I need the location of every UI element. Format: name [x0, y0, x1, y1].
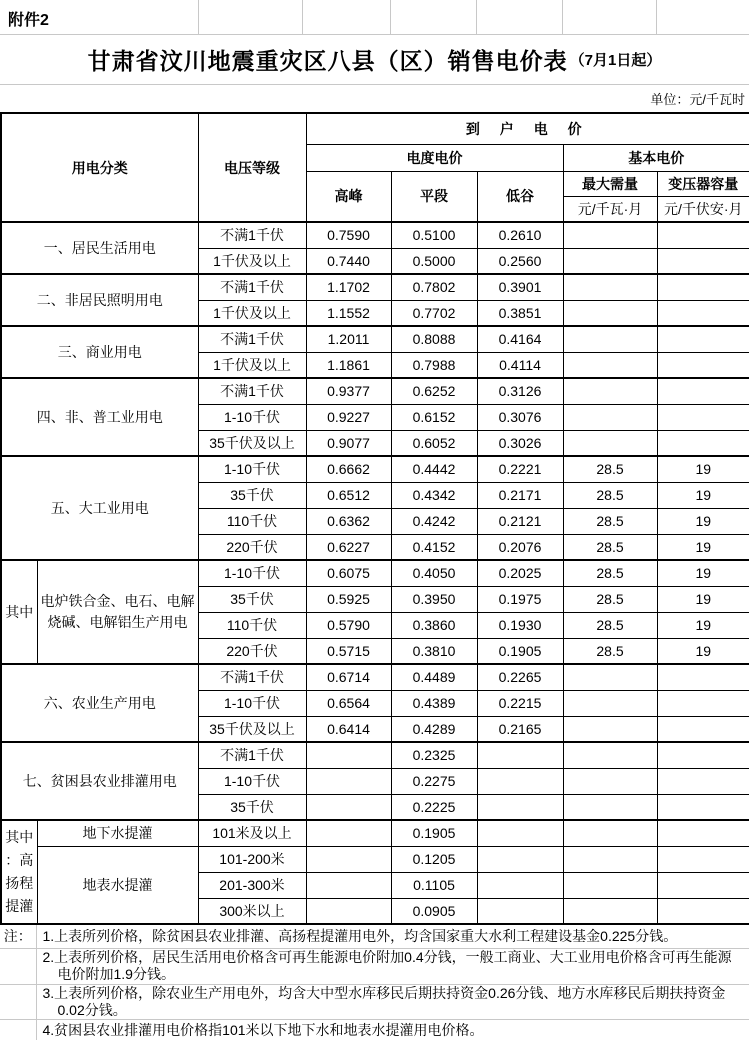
- peak-price-cell: 0.9227: [306, 404, 391, 430]
- capacity-price-cell: [657, 742, 749, 768]
- demand-price-cell: [563, 768, 657, 794]
- voltage-cell: 220千伏: [198, 638, 306, 664]
- peak-price-cell: 1.1702: [306, 274, 391, 300]
- voltage-cell: 101-200米: [198, 846, 306, 872]
- demand-price-cell: [563, 326, 657, 352]
- table-row: [1, 664, 749, 690]
- note-item-3: 3.上表所列价格，除农业生产用电外，均含大中型水库移民后期扶持资金0.26分钱、地方水库移民后期扶持资金0.02分钱。: [36, 984, 749, 1019]
- demand-price-cell: [563, 690, 657, 716]
- flat-price-cell: 0.1205: [391, 846, 477, 872]
- gridline: [656, 0, 657, 35]
- voltage-cell: 35千伏: [198, 482, 306, 508]
- valley-price-cell: 0.1930: [477, 612, 563, 638]
- voltage-cell: 300米以上: [198, 898, 306, 924]
- category-cell: 五、大工业用电: [1, 456, 198, 560]
- demand-price-cell: [563, 820, 657, 846]
- peak-price-cell: 0.6075: [306, 560, 391, 586]
- voltage-cell: 不满1千伏: [198, 222, 306, 248]
- flat-price-cell: 0.3810: [391, 638, 477, 664]
- valley-price-cell: [477, 898, 563, 924]
- flat-price-cell: 0.4442: [391, 456, 477, 482]
- voltage-cell: 1千伏及以上: [198, 352, 306, 378]
- capacity-price-cell: [657, 222, 749, 248]
- flat-price-cell: 0.4342: [391, 482, 477, 508]
- usage-class-header: 用电分类: [1, 113, 198, 222]
- peak-price-cell: 0.5715: [306, 638, 391, 664]
- peak-price-cell: 0.6362: [306, 508, 391, 534]
- category-cell: 二、非居民照明用电: [1, 274, 198, 326]
- demand-price-cell: 28.5: [563, 612, 657, 638]
- valley-price-cell: 0.4164: [477, 326, 563, 352]
- capacity-price-cell: 19: [657, 586, 749, 612]
- demand-price-cell: [563, 430, 657, 456]
- peak-price-cell: [306, 768, 391, 794]
- gridline: [198, 0, 199, 35]
- flat-price-cell: 0.6252: [391, 378, 477, 404]
- capacity-price-cell: [657, 430, 749, 456]
- voltage-cell: 1-10千伏: [198, 404, 306, 430]
- demand-price-cell: [563, 248, 657, 274]
- notes-label: 注：: [0, 925, 36, 948]
- peak-price-cell: 0.7440: [306, 248, 391, 274]
- peak-price-cell: 0.6512: [306, 482, 391, 508]
- peak-price-cell: 0.6564: [306, 690, 391, 716]
- flat-header: 平段: [391, 171, 477, 222]
- note-row: [0, 1019, 749, 1040]
- title-row: [0, 35, 749, 85]
- flat-price-cell: 0.2325: [391, 742, 477, 768]
- capacity-price-cell: [657, 820, 749, 846]
- table-row: [1, 378, 749, 404]
- capacity-price-cell: 19: [657, 456, 749, 482]
- title-effective-date: （7月1日起）: [569, 52, 662, 69]
- energy-price-header: 电度电价: [306, 144, 563, 171]
- flat-price-cell: 0.1905: [391, 820, 477, 846]
- subgroup-cell: 地表水提灌: [37, 846, 198, 924]
- subcategory-prefix-cell: 其中: [1, 560, 37, 664]
- demand-price-cell: [563, 742, 657, 768]
- peak-header: 高峰: [306, 171, 391, 222]
- voltage-cell: 不满1千伏: [198, 274, 306, 300]
- valley-price-cell: 0.2121: [477, 508, 563, 534]
- flat-price-cell: 0.4289: [391, 716, 477, 742]
- to-household-price-header: 到 户 电 价: [306, 113, 749, 144]
- valley-price-cell: 0.3851: [477, 300, 563, 326]
- capacity-price-cell: [657, 352, 749, 378]
- valley-price-cell: [477, 846, 563, 872]
- peak-price-cell: 0.6227: [306, 534, 391, 560]
- category-cell: 四、非、普工业用电: [1, 378, 198, 456]
- unit-row: [0, 85, 749, 112]
- demand-price-cell: 28.5: [563, 560, 657, 586]
- peak-price-cell: 0.9077: [306, 430, 391, 456]
- demand-price-cell: [563, 846, 657, 872]
- capacity-price-cell: [657, 716, 749, 742]
- peak-price-cell: 1.1861: [306, 352, 391, 378]
- capacity-price-cell: 19: [657, 482, 749, 508]
- demand-price-cell: 28.5: [563, 456, 657, 482]
- flat-price-cell: 0.2275: [391, 768, 477, 794]
- capacity-price-cell: [657, 274, 749, 300]
- capacity-price-cell: [657, 768, 749, 794]
- peak-price-cell: [306, 820, 391, 846]
- peak-price-cell: [306, 872, 391, 898]
- peak-price-cell: 0.9377: [306, 378, 391, 404]
- flat-price-cell: 0.5000: [391, 248, 477, 274]
- voltage-cell: 1-10千伏: [198, 456, 306, 482]
- valley-price-cell: 0.2265: [477, 664, 563, 690]
- voltage-cell: 201-300米: [198, 872, 306, 898]
- valley-header: 低谷: [477, 171, 563, 222]
- demand-price-cell: 28.5: [563, 586, 657, 612]
- category-cell: 一、居民生活用电: [1, 222, 198, 274]
- valley-price-cell: 0.2610: [477, 222, 563, 248]
- voltage-cell: 不满1千伏: [198, 664, 306, 690]
- demand-price-cell: 28.5: [563, 534, 657, 560]
- max-demand-header: 最大需量: [563, 171, 657, 196]
- demand-price-cell: [563, 898, 657, 924]
- valley-price-cell: [477, 872, 563, 898]
- transformer-capacity-unit: 元/千伏安·月: [657, 196, 749, 222]
- peak-price-cell: 0.6414: [306, 716, 391, 742]
- demand-price-cell: [563, 716, 657, 742]
- flat-price-cell: 0.3950: [391, 586, 477, 612]
- demand-price-cell: 28.5: [563, 638, 657, 664]
- valley-price-cell: 0.2221: [477, 456, 563, 482]
- gridline: [390, 0, 391, 35]
- capacity-price-cell: [657, 872, 749, 898]
- table-row: [1, 560, 749, 586]
- note-row: [0, 948, 749, 984]
- top-grid-strip: [0, 0, 749, 35]
- peak-price-cell: 0.7590: [306, 222, 391, 248]
- capacity-price-cell: 19: [657, 534, 749, 560]
- flat-price-cell: 0.5100: [391, 222, 477, 248]
- valley-price-cell: 0.4114: [477, 352, 563, 378]
- demand-price-cell: [563, 274, 657, 300]
- valley-price-cell: [477, 820, 563, 846]
- voltage-level-header: 电压等级: [198, 113, 306, 222]
- flat-price-cell: 0.4050: [391, 560, 477, 586]
- table-row: [1, 326, 749, 352]
- flat-price-cell: 0.7802: [391, 274, 477, 300]
- flat-price-cell: 0.4152: [391, 534, 477, 560]
- peak-price-cell: [306, 742, 391, 768]
- voltage-cell: 不满1千伏: [198, 742, 306, 768]
- valley-price-cell: 0.2215: [477, 690, 563, 716]
- valley-price-cell: 0.1975: [477, 586, 563, 612]
- note-row: [0, 925, 749, 948]
- table-row: [1, 456, 749, 482]
- voltage-cell: 1-10千伏: [198, 768, 306, 794]
- capacity-price-cell: 19: [657, 508, 749, 534]
- valley-price-cell: 0.2025: [477, 560, 563, 586]
- capacity-price-cell: 19: [657, 612, 749, 638]
- capacity-price-cell: [657, 664, 749, 690]
- demand-price-cell: [563, 872, 657, 898]
- valley-price-cell: 0.1905: [477, 638, 563, 664]
- peak-price-cell: 0.6662: [306, 456, 391, 482]
- category-cell: 三、商业用电: [1, 326, 198, 378]
- page-title: 甘肃省汶川地震重灾区八县（区）销售电价表: [87, 48, 568, 74]
- capacity-price-cell: [657, 794, 749, 820]
- peak-price-cell: [306, 794, 391, 820]
- category-cell: 电炉铁合金、电石、电解烧碱、电解铝生产用电: [37, 560, 198, 664]
- voltage-cell: 35千伏及以上: [198, 716, 306, 742]
- flat-price-cell: 0.4389: [391, 690, 477, 716]
- valley-price-cell: 0.2560: [477, 248, 563, 274]
- valley-price-cell: 0.3076: [477, 404, 563, 430]
- voltage-cell: 101米及以上: [198, 820, 306, 846]
- unit-note: 单位：元/千瓦时: [650, 92, 745, 107]
- capacity-price-cell: [657, 326, 749, 352]
- flat-price-cell: 0.4242: [391, 508, 477, 534]
- notes-label-spacer: [0, 948, 36, 984]
- capacity-price-cell: [657, 898, 749, 924]
- subcategory-prefix-cell: 其中：高扬程提灌: [1, 820, 37, 924]
- voltage-cell: 1-10千伏: [198, 690, 306, 716]
- capacity-price-cell: [657, 690, 749, 716]
- table-row: [1, 222, 749, 248]
- price-table: [0, 112, 749, 925]
- capacity-price-cell: [657, 846, 749, 872]
- voltage-cell: 1千伏及以上: [198, 300, 306, 326]
- demand-price-cell: [563, 378, 657, 404]
- table-row: [1, 846, 749, 872]
- flat-price-cell: 0.6152: [391, 404, 477, 430]
- capacity-price-cell: [657, 378, 749, 404]
- demand-price-cell: 28.5: [563, 508, 657, 534]
- notes-label-spacer: [0, 984, 36, 1019]
- max-demand-unit: 元/千瓦·月: [563, 196, 657, 222]
- table-row: [1, 742, 749, 768]
- demand-price-cell: [563, 300, 657, 326]
- valley-price-cell: [477, 768, 563, 794]
- valley-price-cell: 0.2171: [477, 482, 563, 508]
- peak-price-cell: 0.5925: [306, 586, 391, 612]
- notes-label-spacer: [0, 1019, 36, 1040]
- gridline: [476, 0, 477, 35]
- valley-price-cell: 0.3901: [477, 274, 563, 300]
- voltage-cell: 1千伏及以上: [198, 248, 306, 274]
- flat-price-cell: 0.4489: [391, 664, 477, 690]
- note-item-2: 2.上表所列价格，居民生活用电价格含可再生能源电价附加0.4分钱，一般工商业、大工业用电价格含可再生能源电价附加1.9分钱。: [36, 948, 749, 984]
- table-row: [1, 820, 749, 846]
- flat-price-cell: 0.1105: [391, 872, 477, 898]
- voltage-cell: 110千伏: [198, 612, 306, 638]
- capacity-price-cell: [657, 300, 749, 326]
- attachment-label: 附件2: [8, 12, 49, 29]
- notes-section: [0, 925, 749, 1040]
- capacity-price-cell: 19: [657, 638, 749, 664]
- voltage-cell: 35千伏: [198, 794, 306, 820]
- flat-price-cell: 0.3860: [391, 612, 477, 638]
- demand-price-cell: [563, 794, 657, 820]
- basic-price-header: 基本电价: [563, 144, 749, 171]
- gridline: [562, 0, 563, 35]
- voltage-cell: 110千伏: [198, 508, 306, 534]
- peak-price-cell: [306, 898, 391, 924]
- valley-price-cell: [477, 794, 563, 820]
- category-cell: 七、贫困县农业排灌用电: [1, 742, 198, 820]
- demand-price-cell: 28.5: [563, 482, 657, 508]
- flat-price-cell: 0.6052: [391, 430, 477, 456]
- valley-price-cell: 0.3126: [477, 378, 563, 404]
- peak-price-cell: [306, 846, 391, 872]
- flat-price-cell: 0.7702: [391, 300, 477, 326]
- demand-price-cell: [563, 222, 657, 248]
- capacity-price-cell: [657, 248, 749, 274]
- flat-price-cell: 0.0905: [391, 898, 477, 924]
- flat-price-cell: 0.7988: [391, 352, 477, 378]
- capacity-price-cell: [657, 404, 749, 430]
- peak-price-cell: 1.2011: [306, 326, 391, 352]
- demand-price-cell: [563, 404, 657, 430]
- note-row: [0, 984, 749, 1019]
- peak-price-cell: 0.6714: [306, 664, 391, 690]
- voltage-cell: 35千伏及以上: [198, 430, 306, 456]
- valley-price-cell: 0.2076: [477, 534, 563, 560]
- demand-price-cell: [563, 664, 657, 690]
- gridline: [302, 0, 303, 35]
- voltage-cell: 220千伏: [198, 534, 306, 560]
- note-item-4: 4.贫困县农业排灌用电价格指101米以下地下水和地表水提灌用电价格。: [36, 1019, 749, 1040]
- category-cell: 六、农业生产用电: [1, 664, 198, 742]
- transformer-capacity-header: 变压器容量: [657, 171, 749, 196]
- valley-price-cell: 0.3026: [477, 430, 563, 456]
- voltage-cell: 35千伏: [198, 586, 306, 612]
- table-row: [1, 274, 749, 300]
- valley-price-cell: 0.2165: [477, 716, 563, 742]
- flat-price-cell: 0.8088: [391, 326, 477, 352]
- note-item-1: 1.上表所列价格，除贫困县农业排灌、高扬程提灌用电外，均含国家重大水利工程建设基金0.225分钱。: [36, 925, 749, 948]
- capacity-price-cell: 19: [657, 560, 749, 586]
- voltage-cell: 不满1千伏: [198, 378, 306, 404]
- valley-price-cell: [477, 742, 563, 768]
- voltage-cell: 1-10千伏: [198, 560, 306, 586]
- voltage-cell: 不满1千伏: [198, 326, 306, 352]
- subgroup-cell: 地下水提灌: [37, 820, 198, 846]
- flat-price-cell: 0.2225: [391, 794, 477, 820]
- peak-price-cell: 1.1552: [306, 300, 391, 326]
- demand-price-cell: [563, 352, 657, 378]
- peak-price-cell: 0.5790: [306, 612, 391, 638]
- header-row-1: [1, 113, 749, 144]
